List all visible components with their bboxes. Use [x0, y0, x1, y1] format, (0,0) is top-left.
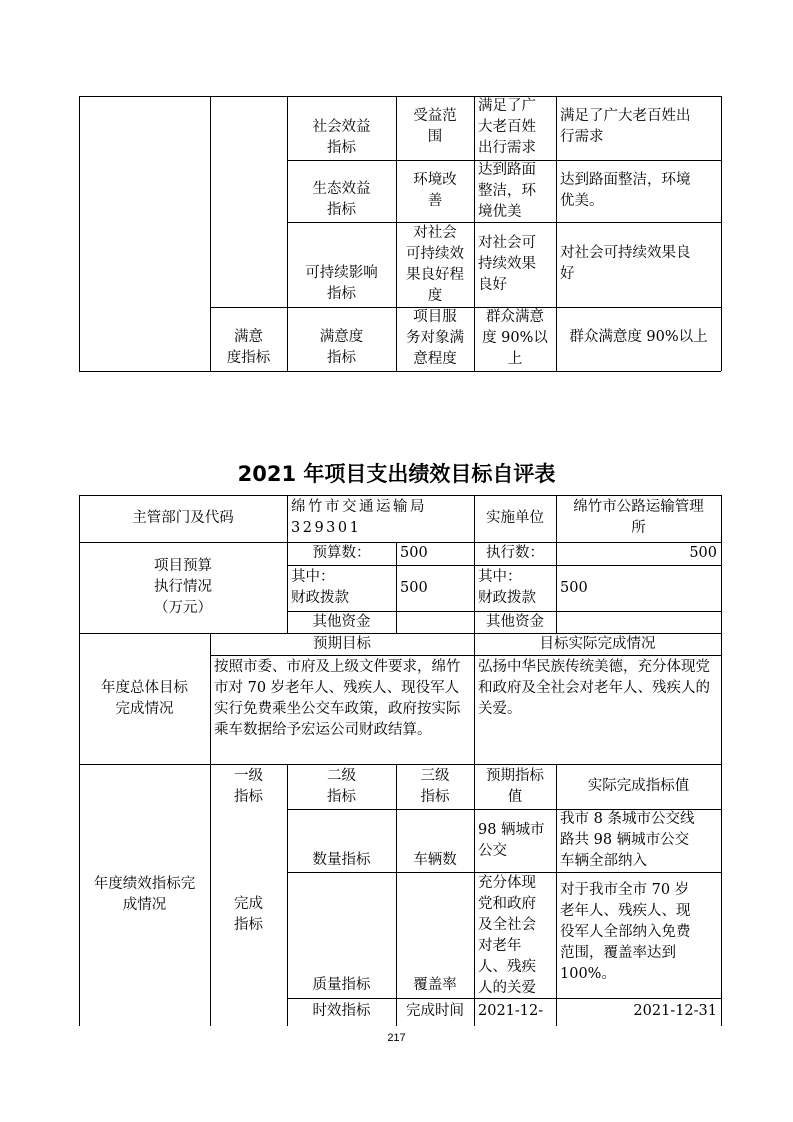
quality-l2: 质量指标 — [312, 977, 371, 993]
budget-count-label: 预算数： — [312, 545, 371, 561]
quantity-l2: 数量指标 — [312, 852, 371, 868]
page-title: 2021 年项目支出绩效目标自评表 — [237, 462, 556, 486]
other-label-2: 其他资金 — [486, 614, 544, 630]
dept-label: 主管部门及代码 — [132, 510, 234, 526]
actual-goal-header: 目标实际完成情况 — [539, 636, 656, 652]
satisfaction-expected: 群众满意 度 90%以 上 — [482, 309, 548, 367]
fiscal-label: 其中： 财政拨款 — [291, 569, 349, 606]
social-actual: 满足了广大老百姓出 行需求 — [560, 108, 691, 145]
satisfaction-actual: 群众满意度 90%以上 — [569, 329, 708, 345]
quality-l3: 覆盖率 — [413, 977, 457, 993]
exec-count-value: 500 — [689, 545, 717, 561]
sustain-l2: 可持续影响 指标 — [305, 265, 378, 302]
expected-goal-text: 按照市委、市府及上级文件要求，绵竹市对 70 岁老年人、残疾人、现役军人实行免费乘坐公交车政策，政府按实际乘车数据给予宏运公司财政结算。 — [214, 659, 461, 738]
social-expected: 满足了广 大老百姓 出行需求 — [478, 98, 536, 156]
overall-label: 年度总体目标 完成情况 — [101, 680, 188, 717]
sustain-actual: 对社会可持续效果良 好 — [560, 245, 691, 282]
exec-count-label: 执行数： — [486, 545, 544, 561]
fiscal-value-2: 500 — [560, 580, 588, 596]
header-level2: 二级 指标 — [327, 768, 356, 805]
satisfaction-l1: 满意 度指标 — [226, 329, 271, 366]
eco-l3: 环境改 善 — [413, 172, 457, 209]
social-l3: 受益范 围 — [413, 108, 457, 145]
budget-label: 项目预算 执行情况 （万元） — [154, 558, 212, 616]
perf-label: 年度绩效指标完 成情况 — [93, 876, 196, 913]
impl-label: 实施单位 — [486, 510, 544, 526]
impl-value: 绵竹市公路运输管理 所 — [573, 499, 704, 536]
timeliness-expected: 2021-12- — [478, 1003, 544, 1019]
quality-expected: 充分体现 党和政府 及全社会 对老年 人、残疾 人的关爱 — [478, 875, 536, 996]
social-l2: 社会效益 指标 — [312, 119, 371, 156]
quantity-actual: 我市 8 条城市公交线 路共 98 辆城市公交 车辆全部纳入 — [560, 811, 695, 869]
dept-value: 绵竹市交通运输局 329301 — [291, 499, 427, 536]
completion-label: 完成 指标 — [234, 896, 263, 933]
timeliness-actual: 2021-12-31 — [633, 1003, 717, 1019]
header-expected: 预期指标 值 — [486, 768, 544, 805]
other-label: 其他资金 — [312, 614, 371, 630]
header-level3: 三级 指标 — [420, 768, 450, 805]
fiscal-value: 500 — [400, 580, 428, 596]
page-number: 217 — [387, 1032, 406, 1044]
eco-expected: 达到路面 整洁，环 境优美 — [478, 162, 536, 220]
actual-goal-text: 弘扬中华民族传统美德，充分体现党和政府及全社会对老年人、残疾人的关爱。 — [478, 659, 710, 717]
header-level1: 一级 指标 — [234, 768, 263, 805]
quality-actual: 对于我市全市 70 岁 老年人、残疾人、现 役军人全部纳入免费 范围，覆盖率达到 100%。 — [560, 882, 691, 982]
timeliness-l2: 时效指标 — [312, 1003, 371, 1019]
quantity-l3: 车辆数 — [413, 852, 457, 868]
budget-count-value: 500 — [400, 545, 428, 561]
expected-goal-header: 预期目标 — [313, 636, 371, 652]
eco-l2: 生态效益 指标 — [312, 181, 371, 218]
satisfaction-l2: 满意度 指标 — [319, 329, 364, 366]
quantity-expected: 98 辆城市 公交 — [478, 822, 545, 859]
sustain-l3: 对社会 可持续效 果良好程 度 — [406, 225, 464, 304]
header-actual: 实际完成指标值 — [587, 778, 690, 794]
sustain-expected: 对社会可 持续效果 良好 — [478, 235, 536, 293]
eco-actual: 达到路面整洁，环境 优美。 — [560, 172, 691, 209]
timeliness-l3: 完成时间 — [406, 1003, 464, 1019]
fiscal-label-2: 其中： 财政拨款 — [478, 569, 536, 606]
satisfaction-l3: 项目服 务对象满 意程度 — [406, 309, 464, 367]
